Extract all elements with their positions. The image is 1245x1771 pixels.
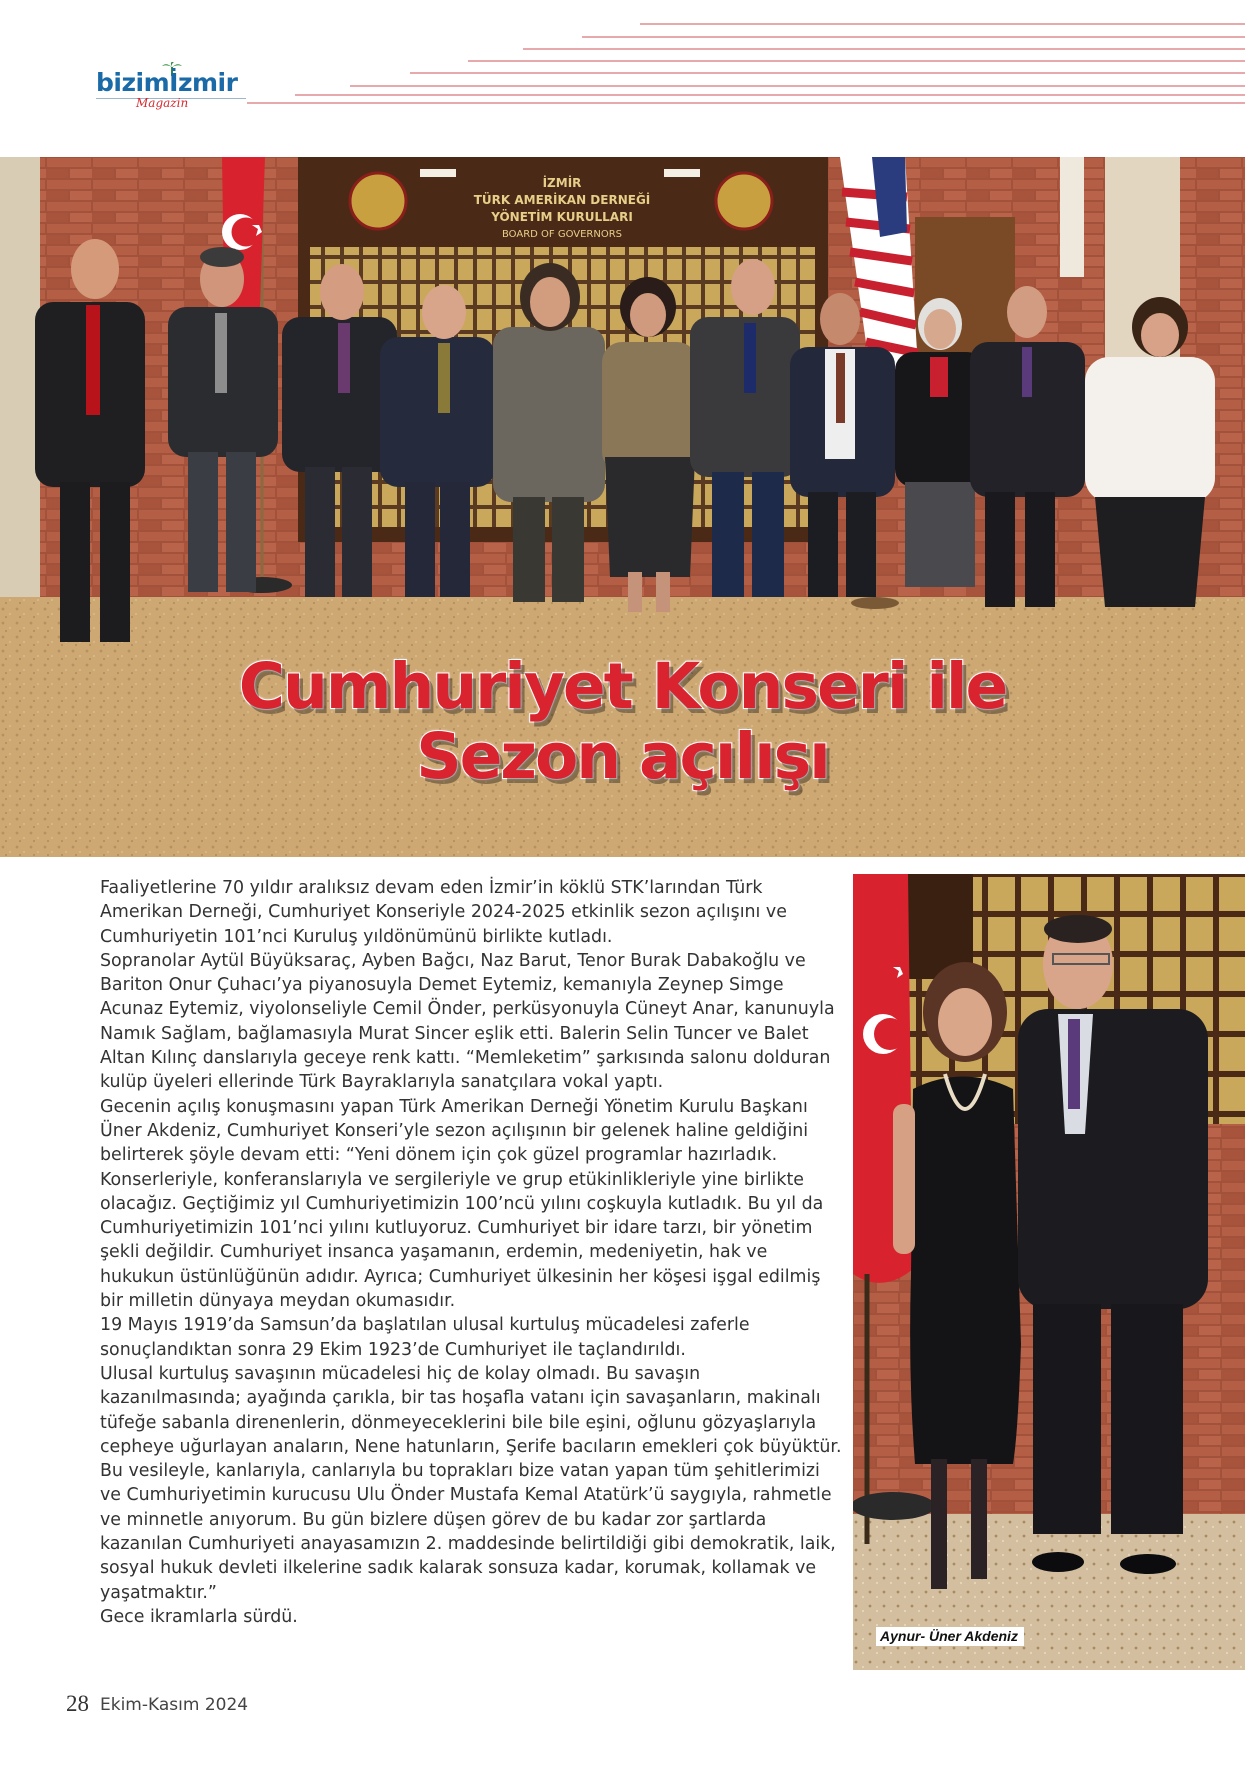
logo-wordmark [96, 68, 237, 97]
photo-caption: Aynur- Üner Akdeniz [876, 1627, 1024, 1646]
issue-date: Ekim-Kasım 2024 [100, 1695, 249, 1715]
article-paragraph: Faaliyetlerine 70 yıldır aralıksız devam eden İzmir’in köklü STK’larından Türk Amerikan Derneği, Cumhuriyet Konseriyle 2024-2025 etkinlik sezon açılışını ve Cumhuriyetin 101’nci Kuruluş yıldönümünü birlikte kutladı. [100, 878, 787, 947]
couple-photo-illustration [853, 874, 1245, 1670]
article-paragraph: Sopranolar Aytül Büyüksaraç, Ayben Bağcı, Naz Barut, Tenor Burak Dabakoğlu ve Bariton Onur Çuhacı’ya piyanosuyla Demet Eytemiz, kemanıyla Zeynep Simge Acunaz Eytemiz, viyolonseliyle Cemil Önder, perküsyonuyla Cüneyt Anar, kanunuyla Namık Sağlam, bağlamasıyla Murat Sincer eşlik etti. Balerin Selin Tuncer ve Balet Altan Kılınç danslarıyla geceye renk kattı. “Memleketim” şarkısında salonu dolduran kulüp üyeleri ellerinde Türk Bayraklarıyla sanatçılara vokal yaptı. [100, 950, 835, 1093]
headline-line-2: Sezon açılışı [416, 720, 829, 793]
couple-photo [853, 874, 1245, 1670]
hero-group-photo [0, 157, 1245, 857]
plaque-line-3: YÖNETİM KURULLARI [491, 210, 633, 224]
headline-line-1: Cumhuriyet Konseri ile [238, 650, 1007, 723]
plaque-line-1: İZMİR [542, 176, 582, 190]
magazine-logo[interactable] [96, 62, 246, 112]
plaque-line-2: TÜRK AMERİKAN DERNEĞİ [473, 193, 651, 207]
plaque-line-4: BOARD OF GOVERNORS [501, 229, 623, 240]
article-body [100, 876, 842, 1629]
man-figure [1018, 915, 1208, 1574]
article-paragraph: Gecenin açılış konuşmasını yapan Türk Amerikan Derneği Yönetim Kurulu Başkanı Üner Akdeniz, Cumhuriyet Konseri’yle sezon açılışının bir gelenek haline geldiğini belirterek şöyle devam etti: “Yeni dönem için çok güzel programlar hazırladık. Konserleriyle, konferanslarıyla ve sergileriyle ve grup etükinlikleriyle yine birlikte olacağız. Geçtiğimiz yıl Cumhuriyetimizin 100’ncü yılını coşkuyla kutladık. Bu yıl da Cumhuriyetimizin 101’nci yılını kutluyoruz. Cumhuriyet bir idare tarzı, bir yönetim şekli değildir. Cumhuriyet insanca yaşamanın, erdemin, medeniyetin, hak ve hukukun üstünlüğünün adıdır. Ayrıca; Cumhuriyet ülkesinin her köşesi işgal edilmiş bir milletin dünyaya meydan okumasıdır. [100, 1096, 824, 1312]
article-paragraph: Gece ikramlarla sürdü. [100, 1606, 298, 1627]
article-paragraph: 19 Mayıs 1919’da Samsun’da başlatılan ulusal kurtuluş mücadelesi zaferle sonuçlandıktan sonra 29 Ekim 1923’de Cumhuriyet ile taçlandırıldı. [100, 1315, 750, 1360]
logo-tagline: Magazin [136, 96, 189, 110]
page-number: 28 [66, 1691, 89, 1716]
logo-part-bizim: bizim [96, 68, 170, 97]
article-headline [0, 652, 1245, 792]
logo-part-izmir: İzmir [169, 68, 238, 97]
article-paragraph: Ulusal kurtuluş savaşının mücadelesi hiç de kolay olmadı. Bu savaşın kazanılmasında; ayağında çarıkla, bir tas hoşafla vatanı için savaşanların, makinalı tüfeğe sabanla direnenlerin, dönmeyeceklerini bile bile eşini, oğlunu gözyaşlarıyla cepheye uğurlayan anaların, Nene hatunların, Şerife bacıların emekleri çok büyüktür. Bu vesileyle, kanlarıyla, canlarıyla bu toprakları bize vatan yapan tüm şehitlerimizi ve Cumhuriyetimin kurucusu Ulu Önder Mustafa Kemal Atatürk’ü saygıyla, rahmetle ve minnetle anıyorum. Bu gün bizlere düşen görev de bu kadar zor şartlarda kazanılan Cumhuriyeti anayasamızın 2. maddesinde belirtildiği gibi demokratik, laik, sosyal hukuk devleti ilkelerine sadık kalarak sonsuza kadar, korumak, kollamak ve yaşatmaktır.” [100, 1363, 842, 1603]
